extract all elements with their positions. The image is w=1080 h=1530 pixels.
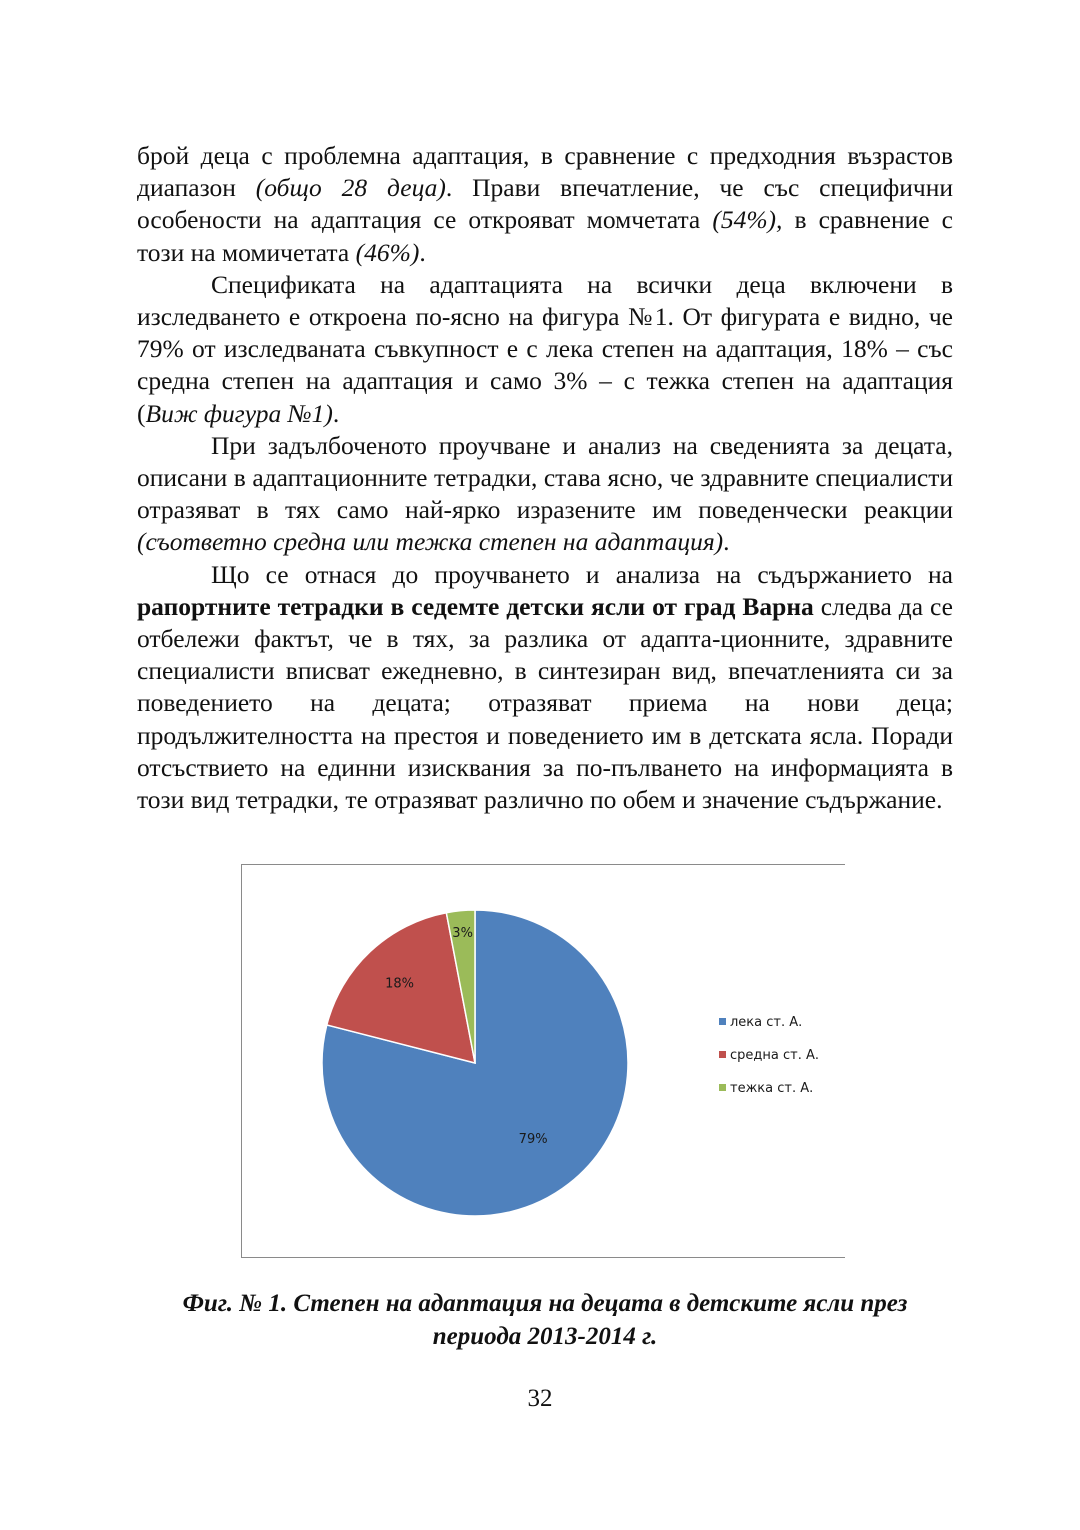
paragraph-4: Що се отнася до проучването и анализа на съдържанието на рапортните тетрадки в седемте детски ясли от град Варна следва да се отбележи фактът, че в тях, за разлика от адапта-ционните, здравните специалисти вписват ежедневно, в синтезиран вид, впечатленията си за поведението на децата; отразяват приема на нови деца; продължителността на престоя и поведението им в детската ясла. Поради отсъствието на единни изисквания за по-пълването на информацията в този вид тетрадки, те отразяват различно по обем и значение съдържание. [137, 559, 953, 815]
chart-legend [719, 1015, 819, 1096]
legend-swatch-2 [719, 1051, 726, 1058]
caption-line-1: Фиг. № 1. Степен на адаптация на децата в детските ясли през [182, 1290, 908, 1317]
body-text [137, 140, 953, 816]
paragraph-2: Спецификата на адаптацията на всички деца включени в изследването е откроена по-ясно на фигура №1. От фигурата е видно, че 79% от изследваната съвкупност е с лека степен на адаптация, 18% – със средна степен на адаптация и само 3% – с тежка степен на адаптация (Виж фигура №1). [137, 269, 953, 428]
pie-chart [241, 864, 845, 1258]
legend-label-3: тежка ст. А. [730, 1081, 814, 1096]
page-number: 32 [527, 1385, 553, 1412]
data-label-3: 3% [452, 926, 473, 942]
legend-label-1: лека ст. А. [730, 1015, 803, 1030]
data-label-2: 18% [385, 976, 415, 992]
paragraph-3: При задълбоченото проучване и анализ на сведенията за децата, описани в адаптационните тетрадки, става ясно, че здравните специалисти отразяват в тях само най-ярко изразените им поведенчески реакции (съответно средна или тежка степен на адаптация). [137, 430, 953, 557]
paragraph-1: брой деца с проблемна адаптация, в сравнение с предходния възрастов диапазон (общо 28 деца). Прави впечатление, че със специфични особености на адаптация се открояват момчетата (54%), в сравнение с този на момичетата (46%). [137, 141, 954, 267]
figure-caption [137, 1287, 953, 1353]
legend-label-2: средна ст. А. [730, 1048, 819, 1063]
legend-swatch-3 [719, 1084, 726, 1091]
pie-slices [322, 910, 628, 1216]
caption-line-2: периода 2013-2014 г. [432, 1323, 658, 1350]
legend-swatch-1 [719, 1018, 726, 1025]
pie-chart-svg [242, 865, 846, 1259]
data-label-1: 79% [518, 1131, 548, 1147]
